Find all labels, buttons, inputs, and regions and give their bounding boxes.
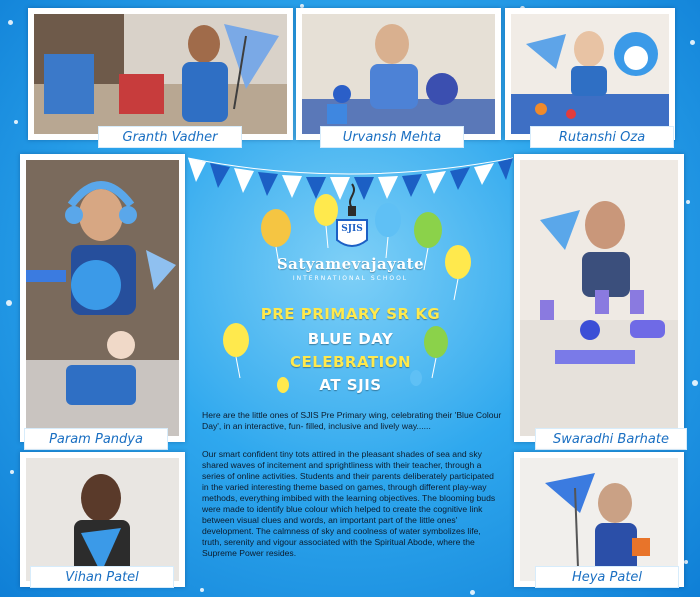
logo-initials: SJIS bbox=[341, 224, 363, 234]
photo-frame-param bbox=[20, 154, 185, 442]
caption-urvansh: Urvansh Mehta bbox=[320, 126, 464, 148]
photo-heya bbox=[520, 458, 678, 581]
headline-line-4: AT SJIS bbox=[319, 376, 382, 394]
caption-swaradhi: Swaradhi Barhate bbox=[535, 428, 687, 450]
photo-granth bbox=[34, 14, 287, 134]
photo-frame-rutanshi bbox=[505, 8, 675, 140]
photo-frame-granth bbox=[28, 8, 293, 140]
photo-frame-swaradhi bbox=[514, 154, 684, 442]
caption-rutanshi: Rutanshi Oza bbox=[530, 126, 674, 148]
photo-rutanshi bbox=[511, 14, 669, 134]
caption-vihan: Vihan Patel bbox=[30, 566, 174, 588]
school-logo bbox=[335, 180, 369, 252]
photo-swaradhi bbox=[520, 160, 678, 436]
school-subtitle: INTERNATIONAL SCHOOL bbox=[292, 275, 409, 282]
photo-frame-urvansh bbox=[296, 8, 501, 140]
caption-granth: Granth Vadher bbox=[98, 126, 242, 148]
photo-urvansh bbox=[302, 14, 495, 134]
headline-line-2: BLUE DAY bbox=[307, 330, 394, 348]
intro-paragraph: Here are the little ones of SJIS Pre Primary wing, celebrating their 'Blue Colour Day', in an interactive, fun- filled, inclusive and lively way...... bbox=[202, 410, 502, 431]
photo-vihan bbox=[26, 458, 179, 581]
caption-param: Param Pandya bbox=[24, 428, 168, 450]
caption-heya: Heya Patel bbox=[535, 566, 679, 588]
center-title-panel bbox=[188, 150, 513, 405]
headline-line-1: PRE PRIMARY SR KG bbox=[260, 305, 441, 323]
headline-line-3: CELEBRATION bbox=[289, 353, 412, 371]
description-paragraph: Our smart confident tiny tots attired in the pleasant shades of sea and sky shared waves of incitement and sprightliness with their teacher, through a series of online activities. Students and their parents deliberately participated in the varied interesting theme based on games, through different play-way methods, everything imbibed with the learning objectives. The blooming buds were made to identify blue colour which helped to create the cognitive link between visual clues and words, an important part of the little ones' development. The calmness of sky and coolness of water symbolizes life, truth, serenity and vigour associated with the Spiritual Abode, where the Supreme Power resides. bbox=[202, 449, 496, 558]
photo-param bbox=[26, 160, 179, 436]
school-name: Satyamevajayate bbox=[276, 255, 425, 273]
